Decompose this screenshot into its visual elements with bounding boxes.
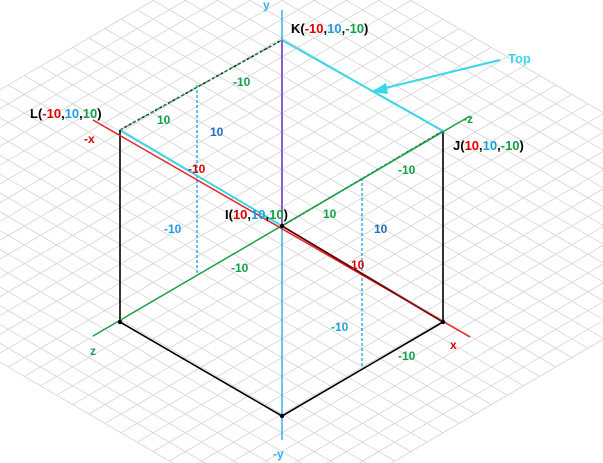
top-edge-cyan-kj	[282, 40, 443, 131]
grid-line	[137, 141, 603, 442]
cube-edge-bottom-left	[120, 322, 282, 416]
measure-green-d: -10	[398, 163, 416, 177]
grid-line	[169, 0, 603, 292]
grid-line	[105, 123, 603, 424]
grid-line	[0, 217, 298, 463]
grid-line	[250, 207, 603, 463]
measure-blue-a: 10	[210, 125, 224, 139]
point-label-l: L(-10,10,10)	[30, 106, 102, 121]
measure-blue-d: -10	[331, 320, 349, 334]
grid-line	[0, 104, 491, 405]
vertex-bottom-left	[118, 320, 122, 324]
grid-line	[0, 47, 491, 348]
measure-green-f: -10	[398, 349, 416, 363]
measure-green-a: -10	[233, 75, 251, 89]
axis-label-z: z	[90, 344, 96, 358]
point-label-j: J(10,10,-10)	[453, 138, 524, 153]
top-arrow	[371, 60, 500, 94]
point-label-k: K(-10,10,-10)	[291, 21, 369, 36]
vertex-bottom	[280, 414, 284, 418]
axis-label-y: y	[263, 0, 270, 12]
axis-label-neg-z: -z	[463, 112, 473, 126]
grid-line	[234, 198, 603, 463]
grid-line	[0, 29, 459, 330]
vertex-origin	[280, 224, 284, 228]
point-label-i: I(10,10,10)	[225, 207, 288, 222]
top-label: Top	[508, 51, 531, 66]
axis-label-neg-y: -y	[273, 447, 284, 461]
measure-blue-c: 10	[374, 222, 388, 236]
grid-line	[137, 10, 603, 311]
measure-blue-b: -10	[164, 222, 182, 236]
axis-label-neg-x: -x	[84, 132, 95, 146]
axis-label-x: x	[450, 338, 457, 352]
measure-green-e: 10	[323, 207, 337, 221]
measure-green-b: 10	[157, 113, 171, 127]
measure-green-c: -10	[231, 261, 249, 275]
cube-edge-bottom-right	[282, 322, 443, 416]
vertex-bottom-right	[441, 320, 445, 324]
measure-red-b: 10	[351, 258, 365, 272]
z-overlay-lk	[120, 40, 282, 130]
measure-red-a: -10	[188, 162, 206, 176]
grid-line	[202, 0, 603, 273]
grid-line	[105, 29, 603, 330]
grid-line	[0, 123, 459, 424]
grid-line	[0, 207, 314, 463]
grid-line	[0, 170, 379, 463]
